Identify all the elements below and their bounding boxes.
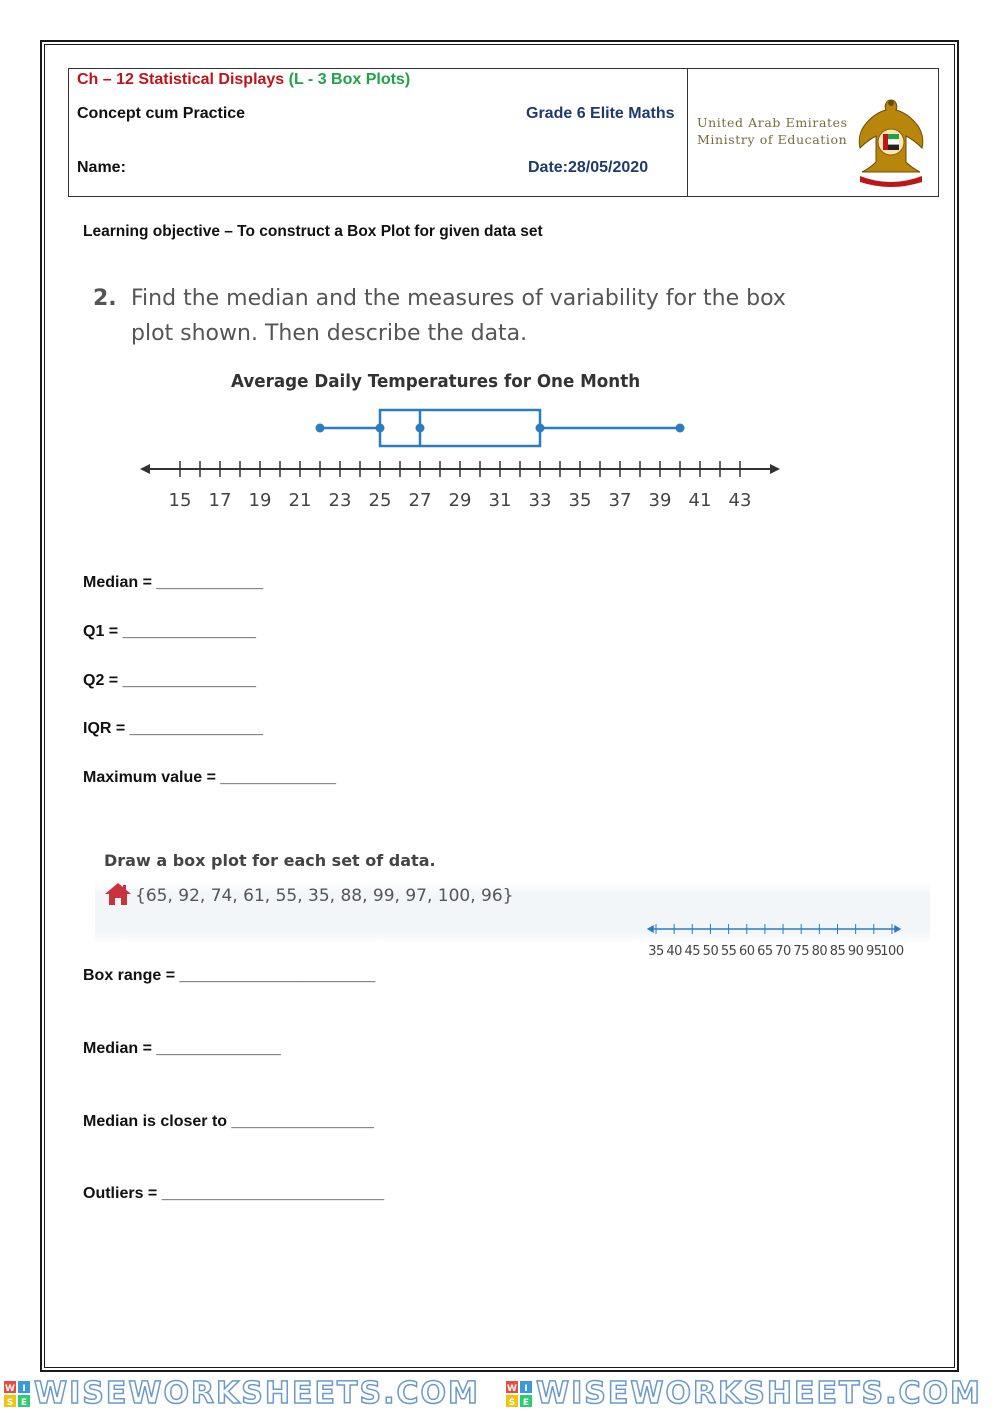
name-label: Name:	[77, 159, 126, 176]
lesson-name: (L - 3 Box Plots)	[288, 71, 411, 88]
numline-tick-label: 50	[702, 944, 719, 959]
answer-blank[interactable]: ________________	[231, 1113, 374, 1130]
numline-tick-label: 85	[829, 944, 846, 959]
tick-label: 27	[408, 490, 432, 511]
numline-tick-label: 70	[775, 944, 791, 959]
wiseworksheets-logo-icon	[4, 1381, 30, 1407]
answer-label: Median =	[83, 1040, 157, 1057]
tick-label: 29	[448, 490, 472, 511]
logo-letter: W	[5, 1384, 15, 1394]
learning-objective: Learning objective – To construct a Box Plot for given data set	[83, 223, 543, 240]
numline-tick-label: 65	[757, 944, 773, 959]
logo-letter: E	[20, 1398, 28, 1407]
median-answer-2	[83, 1040, 281, 1058]
numline-tick-label: 45	[684, 944, 701, 959]
answer-label: Maximum value =	[83, 769, 221, 786]
answer-label: Box range =	[83, 967, 180, 984]
answer-blank[interactable]: ____________	[156, 574, 264, 591]
question-line-1: Find the median and the measures of variability for the box	[131, 286, 786, 311]
tick-label: 17	[208, 490, 232, 511]
answer-blank[interactable]: _______________	[122, 623, 257, 640]
numline-tick-label: 100	[880, 944, 904, 959]
answer-blank[interactable]: _______________	[122, 672, 257, 689]
wiseworksheets-logo-icon	[506, 1381, 532, 1407]
ministry-line-2: Ministry of Education	[697, 132, 848, 147]
answer-label: Outliers =	[83, 1185, 162, 1202]
numline-tick-label: 90	[847, 944, 864, 959]
numline-tick-label: 55	[720, 944, 737, 959]
answer-blank[interactable]: ______________________	[179, 967, 376, 984]
question-line-2: plot shown. Then describe the data.	[131, 321, 528, 346]
answer-label: Median =	[83, 574, 157, 591]
tick-label: 31	[488, 490, 512, 511]
grade-label: Grade 6 Elite Maths	[526, 105, 675, 122]
answer-blank[interactable]: _________________________	[161, 1185, 385, 1202]
answer-blank[interactable]: _______________	[129, 720, 264, 737]
date-label: Date:28/05/2020	[528, 159, 649, 176]
logo-letter: S	[508, 1398, 516, 1407]
tick-label: 43	[728, 490, 752, 511]
numline-arrow-right	[894, 925, 901, 933]
numline-tick-label: 75	[793, 944, 809, 959]
numline-tick-label: 60	[738, 944, 755, 959]
numline-tick-label: 40	[666, 944, 682, 959]
logo-letter: S	[6, 1398, 14, 1407]
logo-letter: I	[22, 1384, 26, 1394]
tick-label: 39	[648, 490, 672, 511]
numline-tick-label: 80	[811, 944, 828, 959]
answer-label: Median is closer to	[83, 1113, 232, 1130]
watermark-text-2: WISEWORKSHEETS.COM	[536, 1376, 982, 1411]
answer-label: IQR =	[83, 720, 130, 737]
outliers-answer	[83, 1185, 384, 1203]
answer-blank[interactable]: _____________	[220, 769, 337, 786]
box-range-answer	[83, 967, 375, 985]
logo-letter: I	[524, 1384, 528, 1394]
dataset-values: {65, 92, 74, 61, 55, 35, 88, 99, 97, 100, 96}	[135, 886, 514, 906]
numline-tick-label: 35	[648, 944, 664, 959]
tick-label: 37	[608, 490, 632, 511]
chart-title: Average Daily Temperatures for One Month	[231, 371, 641, 392]
tick-label: 25	[368, 490, 392, 511]
logo-letter: W	[507, 1384, 517, 1394]
tick-label: 41	[688, 490, 712, 511]
median-closer-answer	[83, 1113, 374, 1131]
tick-label: 35	[568, 490, 592, 511]
tick-label: 33	[528, 490, 552, 511]
chapter-name: Ch – 12 Statistical Displays	[77, 71, 285, 88]
answer-label: Q1 =	[83, 623, 123, 640]
numline-tick-label: 95	[866, 944, 882, 959]
tick-label: 21	[288, 490, 312, 511]
tick-label: 23	[328, 490, 352, 511]
question-number: 2.	[93, 286, 117, 311]
ministry-line-1: United Arab Emirates	[697, 115, 848, 130]
tick-label: 19	[248, 490, 272, 511]
numline-arrow-left	[647, 925, 654, 933]
tick-label: 15	[168, 490, 192, 511]
answer-blank[interactable]: ______________	[156, 1040, 281, 1057]
worksheet-type: Concept cum Practice	[77, 105, 246, 122]
watermark-text-1: WISEWORKSHEETS.COM	[34, 1376, 480, 1411]
logo-letter: E	[522, 1398, 530, 1407]
section-2-title: Draw a box plot for each set of data.	[104, 851, 436, 870]
answer-label: Q2 =	[83, 672, 123, 689]
